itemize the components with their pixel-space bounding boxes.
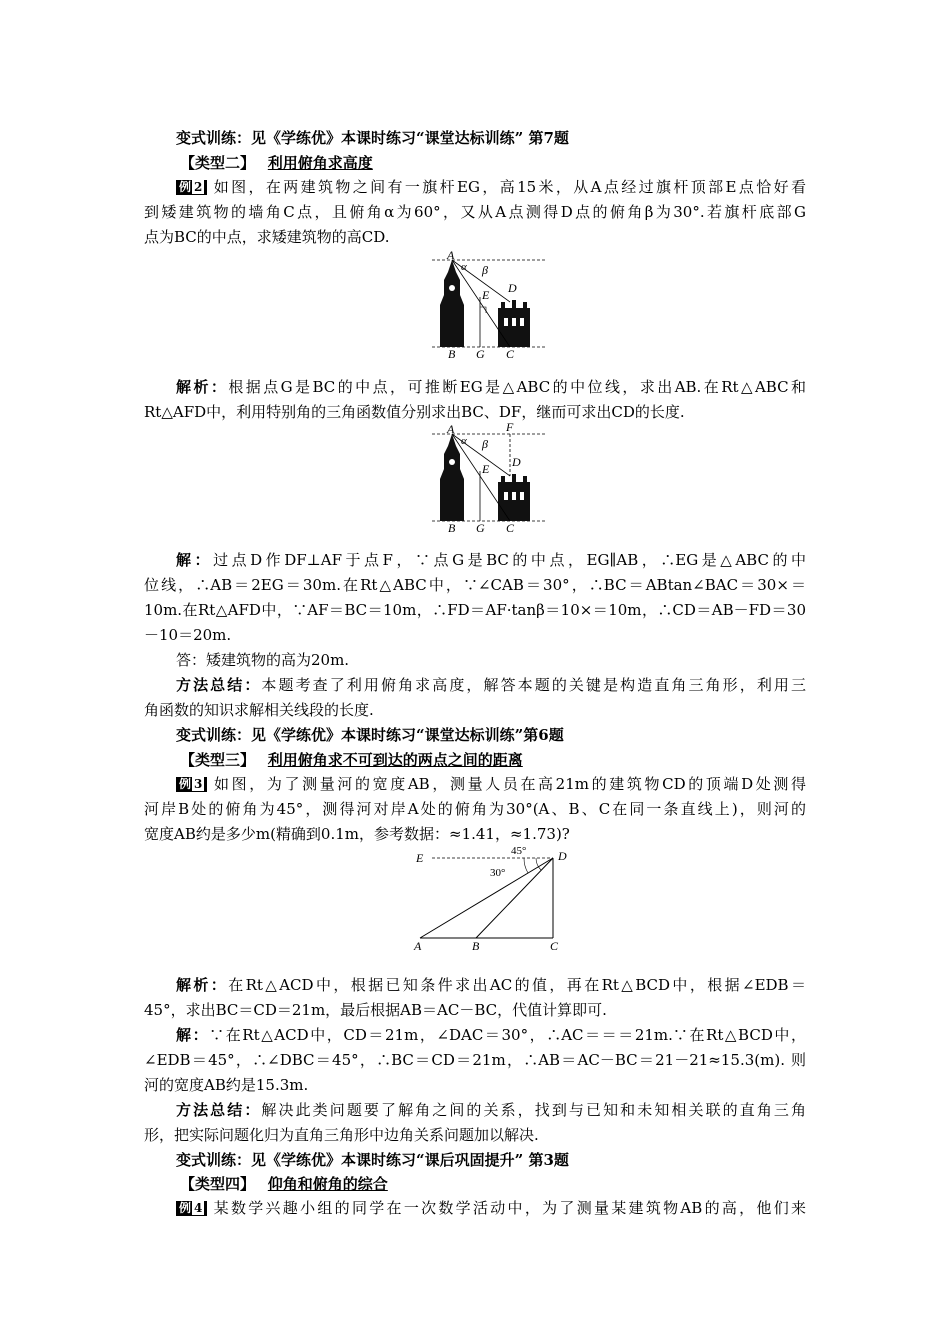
example-3-line-1: 例 3 如图，为了测量河的宽度AB，测量人员在高21m的建筑物CD的顶端D处测得: [176, 772, 806, 796]
example-2-line-2: 到矮建筑物的墙角C点，且俯角α为60°，又从A点测得D点的俯角β为30°.若旗杆底部G: [144, 203, 806, 221]
solution-2-line-1: 解：过点D作DF⊥AF于点F，∵点G是BC的中点，EG∥AB，∴EG是△ABC的中: [176, 551, 806, 569]
method-summary-3-line-2: 形，把实际问题化归为直角三角形中边角关系问题加以解决.: [144, 1126, 539, 1144]
variant-training-2: 变式训练：见《学练优》本课时练习“课堂达标训练”第6题: [176, 726, 564, 744]
fig2-label-A: A: [447, 422, 455, 436]
fig2-label-B: B: [448, 521, 456, 535]
section-type-2-heading: [180, 151, 810, 175]
fig3-label-45: 45°: [511, 845, 527, 857]
example-4-line-1: 例 4 某数学兴趣小组的同学在一次数学活动中，为了测量某建筑物AB的高，他们来: [176, 1196, 806, 1220]
section-type-3-heading: [180, 748, 810, 772]
example-4-badge: 例 4: [176, 1201, 207, 1216]
fig2-label-F: F: [506, 420, 514, 434]
fig2-label-E: E: [482, 462, 490, 476]
variant-training-3: 变式训练：见《学练优》本课时练习“课后巩固提升” 第3题: [176, 1151, 569, 1169]
section-tag: 【类型四】: [180, 1175, 256, 1193]
fig1-label-E: E: [482, 288, 490, 302]
analysis-3-line-1: 解析：在Rt△ACD中，根据已知条件求出AC的值，再在Rt△BCD中，根据∠EDB＝: [176, 976, 806, 994]
fig2-label-G: G: [476, 521, 485, 535]
method-summary-2-line-1: 方法总结：本题考查了利用俯角求高度，解答本题的关键是构造直角三角形，利用三: [176, 676, 806, 694]
solution-3-line-2: ∠EDB＝45°，∴∠DBC＝45°，∴BC＝CD＝21m，∴AB＝AC－BC＝21－21≈15.3(m). 则: [144, 1051, 806, 1069]
figure-2-towers: [430, 420, 550, 535]
fig1-label-D: D: [508, 281, 517, 295]
fig2-label-beta: β: [482, 437, 488, 451]
fig1-label-alpha: α: [461, 261, 467, 273]
method-summary-3-line-1: 方法总结：解决此类问题要了解角之间的关系，找到与已知和未知相关联的直角三角: [176, 1101, 806, 1119]
section-tag: 【类型三】: [180, 751, 256, 769]
fig1-label-B: B: [448, 347, 456, 360]
solution-3-line-3: 河的宽度AB约是15.3m.: [144, 1076, 309, 1094]
figure-3-river: [412, 842, 572, 954]
section-type-4-heading: [180, 1172, 810, 1196]
section-title: 利用俯角求高度: [267, 154, 373, 172]
example-2-line-3: 点为BC的中点，求矮建筑物的高CD.: [144, 228, 390, 246]
fig1-label-A: A: [447, 250, 455, 262]
fig2-label-D: D: [512, 455, 521, 469]
analysis-3-line-2: 45°，求出BC＝CD＝21m，最后根据AB＝AC－BC，代值计算即可.: [144, 1001, 607, 1019]
fig3-label-A: A: [414, 939, 422, 953]
fig2-label-C: C: [506, 521, 515, 535]
fig3-label-30: 30°: [490, 867, 506, 879]
example-3-line-2: 河岸B处的俯角为45°，测得河对岸A处的俯角为30°(A、B、C在同一条直线上)，则河的: [144, 800, 806, 818]
example-2-badge: 例 2: [176, 180, 207, 195]
fig1-label-C: C: [506, 347, 515, 360]
analysis-2-line-1: 解析：根据点G是BC的中点，可推断EG是△ABC的中位线，求出AB.在Rt△ABC和: [176, 378, 806, 396]
fig3-label-D: D: [558, 849, 567, 863]
example-3-badge: 例 3: [176, 777, 207, 792]
analysis-2-line-2: Rt△AFD中，利用特别角的三角函数值分别求出BC、DF，继而可求出CD的长度.: [144, 403, 685, 421]
method-summary-2-line-2: 角函数的知识求解相关线段的长度.: [144, 701, 374, 719]
fig3-label-B: B: [472, 939, 480, 953]
example-2-line-1: 例 2 如图，在两建筑物之间有一旗杆EG，高15米，从A点经过旗杆顶部E点恰好看: [176, 175, 806, 199]
fig2-label-alpha: α: [461, 435, 467, 447]
section-title: 仰角和俯角的综合: [267, 1175, 388, 1193]
fig1-label-G: G: [476, 347, 485, 360]
variant-training-1: 变式训练：见《学练优》本课时练习“课堂达标训练” 第7题: [176, 129, 569, 147]
solution-3-line-1: 解：∵在Rt△ACD中，CD＝21m，∠DAC＝30°，∴AC＝＝＝21m.∵在Rt△BCD中，: [176, 1026, 806, 1044]
answer-2: 答：矮建筑物的高为20m.: [176, 651, 350, 669]
solution-2-line-4: －10＝20m.: [144, 626, 232, 644]
fig3-label-E: E: [416, 851, 424, 865]
figure-1-towers: [430, 250, 550, 360]
section-tag: 【类型二】: [180, 154, 256, 172]
solution-2-line-3: 10m.在Rt△AFD中，∵AF＝BC＝10m，∴FD＝AF·tanβ＝10×＝10m，∴CD＝AB－FD＝30: [144, 601, 806, 619]
example-3-line-3: 宽度AB约是多少m(精确到0.1m，参考数据：≈1.41，≈1.73)?: [144, 825, 570, 843]
section-title: 利用俯角求不可到达的两点之间的距离: [267, 751, 523, 769]
solution-2-line-2: 位线，∴AB＝2EG＝30m.在Rt△ABC中，∵∠CAB＝30°，∴BC＝ABtan∠BAC＝30×＝: [144, 576, 806, 594]
fig1-label-beta: β: [482, 263, 488, 277]
fig3-label-C: C: [550, 939, 559, 953]
